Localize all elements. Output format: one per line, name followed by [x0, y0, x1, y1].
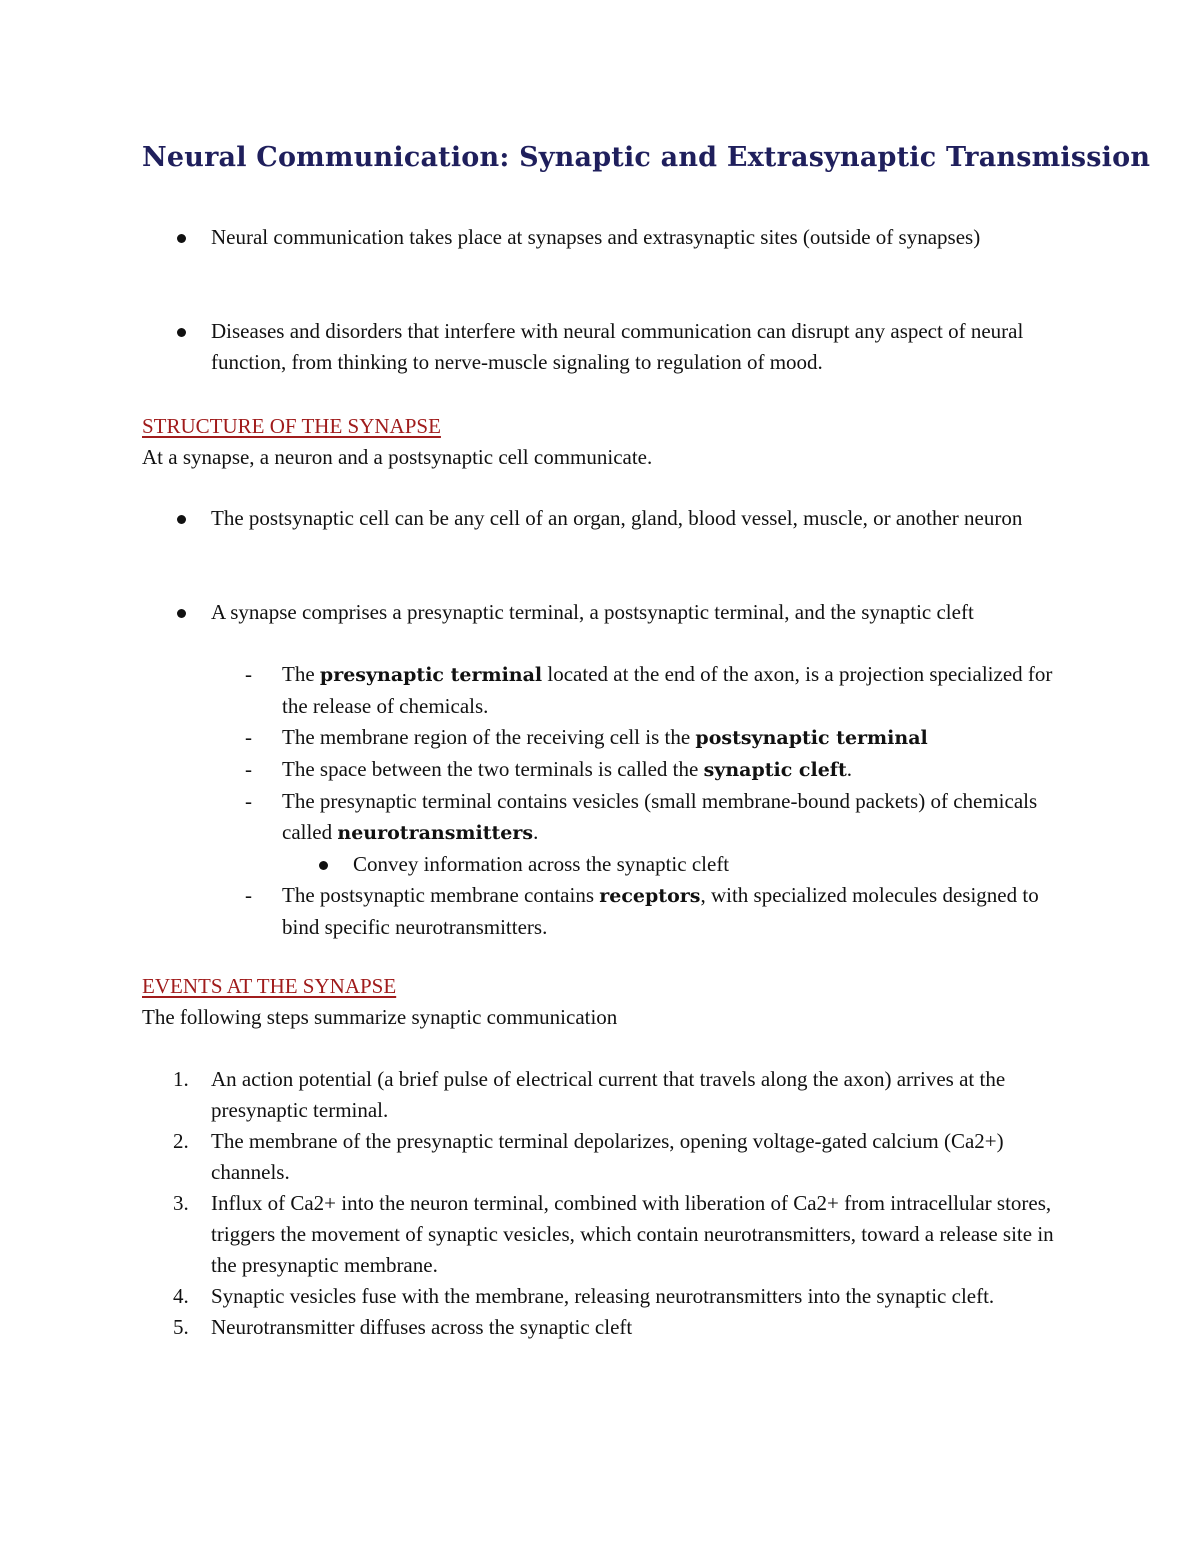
list-item [245, 722, 1062, 754]
bullet-text: Diseases and disorders that interfere with neural communication can disrupt any aspect of neural function, from thinking to nerve-muscle signaling to regulation of mood. [211, 319, 1024, 374]
bullet-icon [319, 861, 328, 870]
item-text: The space between the two terminals is called the [282, 757, 704, 781]
step-text: An action potential (a brief pulse of electrical current that travels along the axon) arrives at the presynaptic terminal. [211, 1067, 1006, 1122]
step-text: Neurotransmitter diffuses across the synaptic cleft [211, 1315, 633, 1339]
term-presynaptic-terminal: presynaptic terminal [319, 664, 543, 686]
list-item [173, 1126, 1071, 1188]
item-text: The membrane region of the receiving cell is the [282, 725, 696, 749]
bullet-text: The postsynaptic cell can be any cell of an organ, gland, blood vessel, muscle, or another neuron [211, 506, 1023, 530]
list-item [245, 754, 1062, 786]
list-item [245, 659, 1062, 722]
item-text: The presynaptic terminal contains vesicles (small membrane-bound packets) of chemicals called [282, 789, 1038, 844]
term-postsynaptic-terminal: postsynaptic terminal [695, 727, 928, 749]
item-text: . [533, 820, 539, 844]
list-item [211, 222, 1081, 253]
list-item [245, 786, 1062, 849]
section-lead-events: The following steps summarize synaptic communication [142, 1005, 618, 1029]
list-item [173, 1188, 1071, 1281]
intro-bullet-list-2 [211, 316, 1081, 378]
step-number: 5. [173, 1315, 189, 1339]
bullet-icon [177, 234, 186, 243]
term-neurotransmitters: neurotransmitters [337, 822, 534, 844]
step-text: The membrane of the presynaptic terminal depolarizes, opening voltage-gated calcium (Ca2+) channels. [211, 1129, 1004, 1184]
section-heading-structure: STRUCTURE OF THE SYNAPSE [142, 414, 441, 438]
list-item [245, 880, 1062, 943]
step-number: 2. [173, 1129, 189, 1153]
list-item [282, 849, 1062, 880]
structure-bullet-list [211, 503, 1081, 534]
item-text: located at the end of the axon, is a projection specialized for the release of chemicals. [282, 662, 1053, 718]
structure-bullet-list-2 [211, 597, 1041, 628]
term-synaptic-cleft: synaptic cleft [703, 759, 847, 781]
events-step-list [173, 1064, 1071, 1343]
step-number: 4. [173, 1284, 189, 1308]
step-text: Synaptic vesicles fuse with the membrane, releasing neurotransmitters into the synaptic cleft. [211, 1284, 995, 1308]
section-heading-events: EVENTS AT THE SYNAPSE [142, 974, 397, 998]
item-text: The [282, 662, 320, 686]
item-text: The postsynaptic membrane contains [282, 883, 600, 907]
section-lead-structure: At a synapse, a neuron and a postsynaptic cell communicate. [142, 445, 653, 469]
bullet-text: Neural communication takes place at synapses and extrasynaptic sites (outside of synapses) [211, 225, 981, 249]
list-item [173, 1064, 1071, 1126]
item-text: Convey information across the synaptic cleft [353, 852, 730, 876]
synapse-parts-list [245, 659, 1062, 943]
step-text: Influx of Ca2+ into the neuron terminal, combined with liberation of Ca2+ from intracellular stores, triggers the movement of synaptic vesicles, which contain neurotransmitters, toward a release site in the presynaptic membrane. [211, 1191, 1054, 1277]
bullet-icon [177, 515, 186, 524]
bullet-text: A synapse comprises a presynaptic terminal, a postsynaptic terminal, and the synaptic cleft [211, 600, 974, 624]
term-receptors: receptors [599, 885, 701, 907]
intro-bullet-list [211, 222, 1081, 253]
list-item [211, 503, 1081, 534]
dash-icon: - [245, 725, 252, 749]
step-number: 1. [173, 1067, 189, 1091]
page-title: Neural Communication: Synaptic and Extrasynaptic Transmission [142, 142, 1151, 173]
bullet-icon [177, 328, 186, 337]
list-item [211, 597, 1041, 628]
dash-icon: - [245, 789, 252, 813]
dash-icon: - [245, 757, 252, 781]
list-item [173, 1312, 1071, 1343]
list-item [173, 1281, 1071, 1312]
item-text: . [846, 757, 852, 781]
dash-icon: - [245, 662, 252, 686]
bullet-icon [177, 609, 186, 618]
item-text: , with specialized molecules designed to bind specific neurotransmitters. [282, 883, 1039, 939]
step-number: 3. [173, 1191, 189, 1215]
list-item [211, 316, 1081, 378]
dash-icon: - [245, 883, 252, 907]
